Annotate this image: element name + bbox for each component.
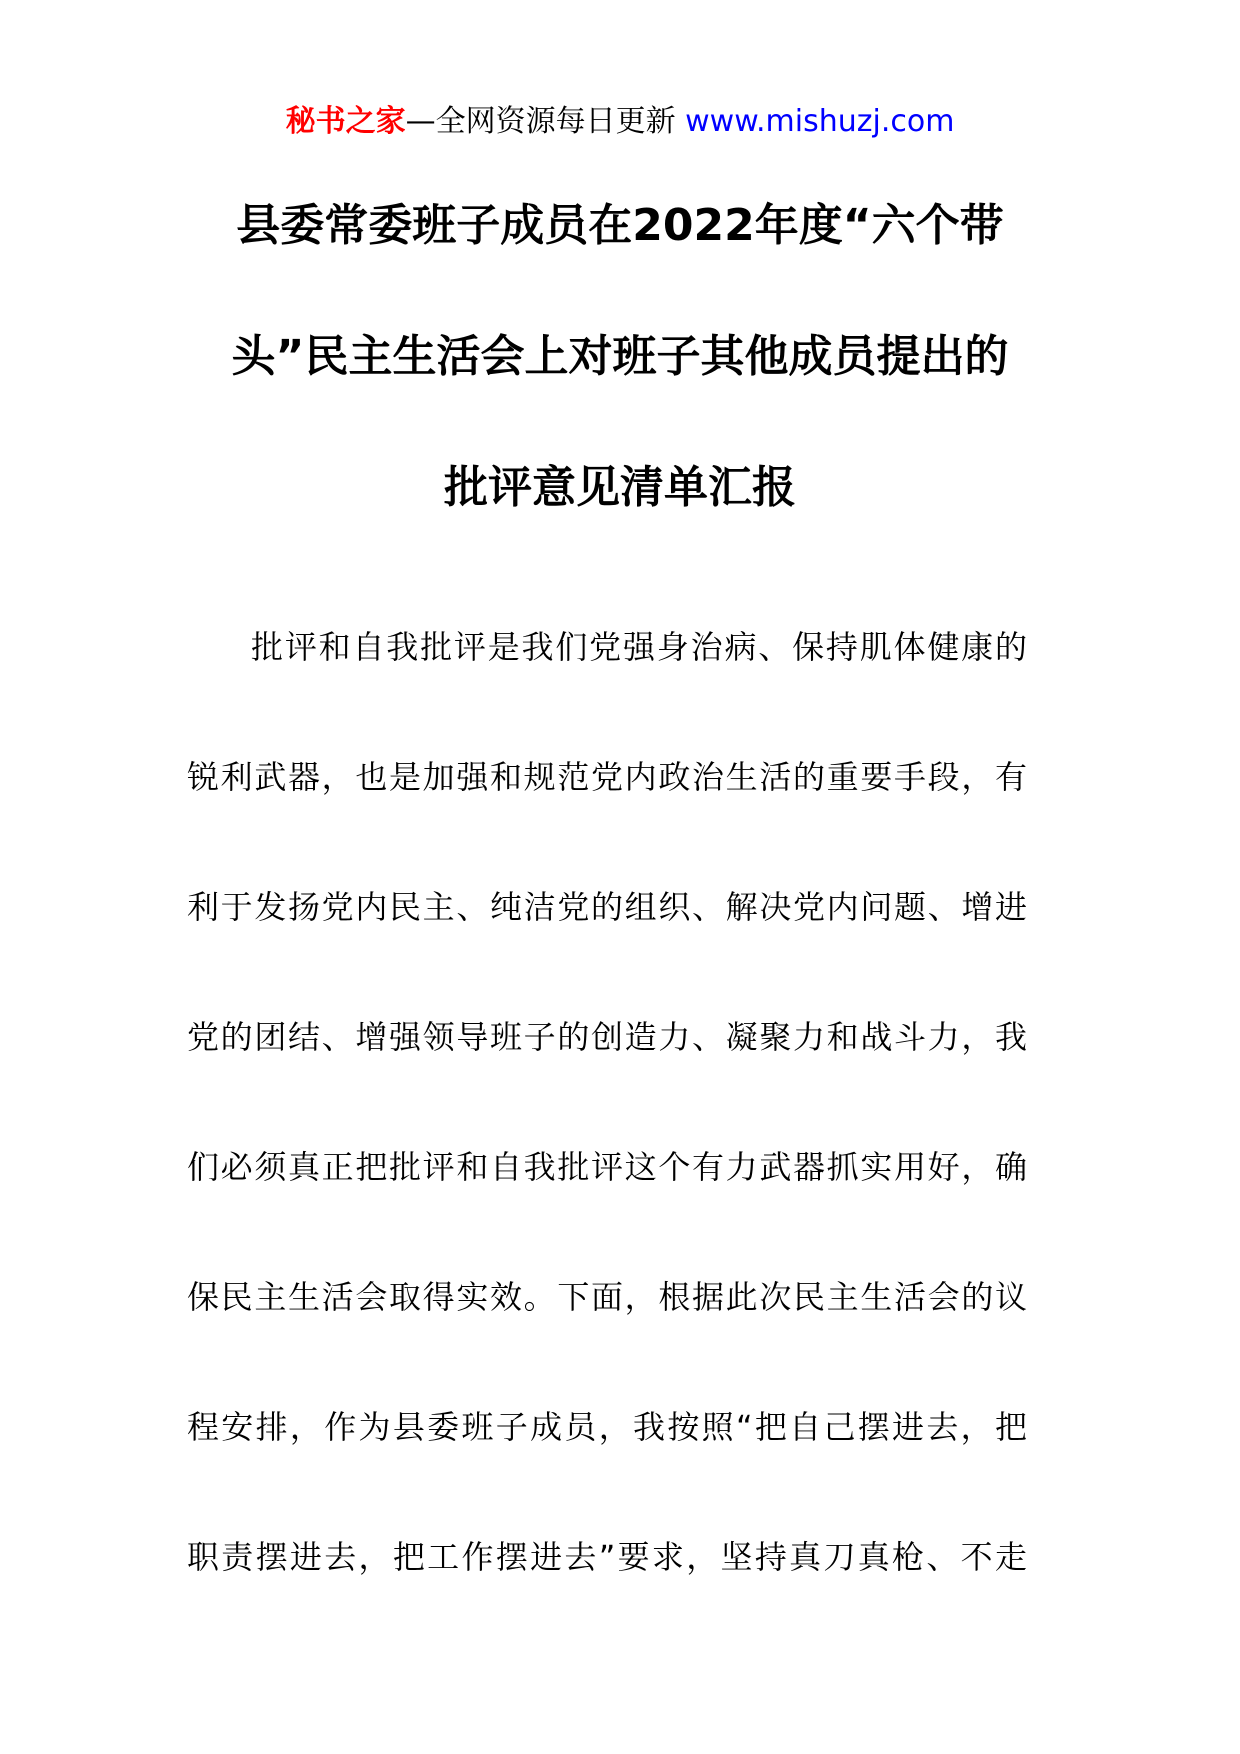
body-line: 程安排，作为县委班子成员，我按照“把自己摆进去，把 xyxy=(187,1408,1027,1446)
brand-name: 秘书之家 xyxy=(285,104,406,139)
title-line-2: 头”民主生活会上对班子其他成员提出的 xyxy=(231,331,1009,382)
document-title xyxy=(150,160,1090,553)
body-line: 锐利武器，也是加强和规范党内政治生活的重要手段，有 xyxy=(187,758,1027,796)
body-line: 党的团结、增强领导班子的创造力、凝聚力和战斗力，我 xyxy=(187,1018,1027,1056)
body-line: 职责摆进去，把工作摆进去”要求，坚持真刀真枪、不走 xyxy=(187,1538,1027,1576)
body-line: 利于发扬党内民主、纯洁党的组织、解决党内问题、增进 xyxy=(187,888,1027,926)
header-tagline: —全网资源每日更新 xyxy=(405,104,686,139)
body-line: 保民主生活会取得实效。下面，根据此次民主生活会的议 xyxy=(187,1278,1027,1316)
body-line: 批评和自我批评是我们党强身治病、保持肌体健康的 xyxy=(251,628,1027,666)
site-url-link[interactable]: www.mishuzj.com xyxy=(685,104,955,139)
site-header xyxy=(0,102,1240,142)
title-line-3: 批评意见清单汇报 xyxy=(444,462,796,513)
title-line-1: 县委常委班子成员在2022年度“六个带 xyxy=(236,200,1004,251)
body-line: 们必须真正把批评和自我批评这个有力武器抓实用好，确 xyxy=(187,1148,1027,1186)
document-body xyxy=(187,582,1027,1622)
